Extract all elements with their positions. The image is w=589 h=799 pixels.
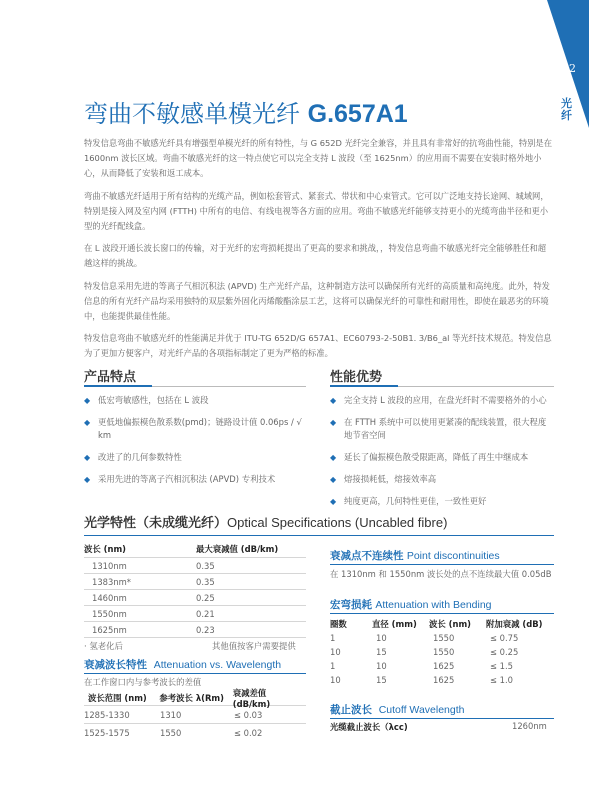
list-item: ◆ 熔接损耗低，熔接效率高: [330, 474, 437, 484]
list-item: ◆ 更低地偏振模色散系数(pmd)；链路设计值 0.06ps / √ km: [84, 417, 302, 440]
list-item: ◆ 采用先进的等离子汽相沉积法 (APVD) 专利技术: [84, 474, 276, 484]
advantages-heading: 性能优势: [330, 370, 383, 385]
diamond-bullet-icon: ◆: [330, 418, 337, 427]
list-item: ◆ 改进了的几何参数特性: [84, 452, 182, 462]
diamond-bullet-icon: ◆: [330, 396, 337, 405]
table-row: 1525-1575 1550 ≤ 0.02: [84, 727, 263, 738]
diamond-bullet-icon: ◆: [330, 497, 337, 506]
diamond-bullet-icon: ◆: [330, 475, 337, 484]
intro-paragraph: 特发信息采用先进的等离子气相沉积法 (APVD) 生产光纤产品，这种制造方法可以确保所有光纤的高质量和高纯度。此外，特发信息的所有光纤产品均采用独特的双层紫外固化丙烯酸酯涂层工艺，这将可以确保光纤的可靠性和耐用性，即使在最恶劣的环境中，也能提供最佳性能。: [84, 280, 550, 322]
table-row: 1 10 1625 ≤ 1.5: [330, 661, 513, 671]
diamond-bullet-icon: ◆: [84, 396, 91, 405]
section-side-label: 光纤: [561, 97, 572, 122]
atten-wavelength-desc: 在工作窗口内与参考波长的差值: [84, 677, 202, 687]
intro-paragraph: 特发信息弯曲不敏感光纤的性能满足并优于 ITU-TG 652D/G 657A1、EC60793-2-50B1. 3/B6_al 等光纤技术规范。特发信息为了更加方便客户，对光纤产品的各项指标制定了更为严格的标准。: [84, 333, 552, 359]
table-row: 1550nm 0.21: [84, 606, 306, 622]
intro-paragraph: 特发信息弯曲不敏感光纤具有增强型单模光纤的所有特性，与 G 652D 光纤完全兼容，并且具有非常好的抗弯曲性能，特别是在 1600nm 波长区域。弯曲不敏感光纤的这一特点使它可以完全支持 L 波段（至 1625nm）的应用而不需要在安装时格外地小心，从而降低了安装和返工成本。: [84, 138, 553, 179]
table-header-row: 圈数 直径 (mm) 波长 (nm) 附加衰减 (dB): [330, 618, 543, 629]
table-header-row: 波长范围 (nm) 参考波长 λ(Rm) 衰减差值 (dB/km): [84, 690, 306, 706]
features-heading: 产品特点: [84, 370, 137, 385]
bending-divider: [330, 613, 554, 614]
features-list: [84, 394, 306, 495]
list-item: ◆ 纯度更高，几何特性更佳，一致性更好: [330, 496, 487, 506]
atten-wavelength-table: [84, 687, 306, 741]
table-row: 1460nm 0.25: [84, 590, 306, 606]
table-row: 1310nm 0.35: [84, 558, 306, 574]
page-title: [84, 94, 408, 129]
cutoff-heading: 截止波长 Cutoff Wavelength: [330, 704, 465, 716]
list-item: ◆ 延长了偏振模色散受限距离，降低了再生中继成本: [330, 452, 529, 462]
cutoff-value: 1260nm: [512, 721, 547, 731]
attenuation-table: [84, 541, 306, 653]
diamond-bullet-icon: ◆: [84, 475, 91, 484]
point-disc-divider: [330, 564, 554, 565]
intro-paragraph: 弯曲不敏感光纤适用于所有结构的光缆产品，例如松套管式、紧套式、带状和中心束管式。它可以广泛地支持长途网、城域网，特别是接入网及室内网 (FTTH) 中所有的电信、有线电视等各方面的应用。弯曲不敏感光纤能够支持更小的光缆弯曲半径和更小型的光纤配线盒。: [84, 190, 549, 232]
table-row: 1625nm 0.23: [84, 622, 306, 638]
title-model: G.657A1: [307, 100, 408, 128]
table-header-row: 波长 (nm) 最大衰减值 (dB/km): [84, 541, 306, 558]
table-row: 1 10 1550 ≤ 0.75: [330, 633, 519, 643]
list-item: ◆ 完全支持 L 波段的应用，在盘光纤时不需要格外的小心: [330, 395, 547, 405]
diamond-bullet-icon: ◆: [84, 453, 91, 462]
table-note-row: · 氢老化后 其他值按客户需要提供: [84, 640, 296, 651]
advantages-list: [330, 394, 550, 517]
features-divider: [84, 386, 306, 387]
table-row: 1285-1330 1310 ≤ 0.03: [84, 706, 306, 724]
list-item: ◆ 低宏弯敏感性，包括在 L 波段: [84, 395, 209, 405]
optical-specs-heading: 光学特性（未成缆光纤）Optical Specifications (Uncabled fibre): [84, 515, 448, 531]
intro-text: [84, 136, 554, 369]
point-disc-text: 在 1310nm 和 1550nm 波长处的点不连续最大值 0.05dB: [330, 569, 552, 579]
bending-table: [330, 616, 554, 687]
atten-wavelength-heading: 衰减波长特性 Attenuation vs. Wavelength: [84, 659, 282, 671]
advantages-divider: [330, 386, 554, 387]
table-row: 1383nm* 0.35: [84, 574, 306, 590]
title-cn: 弯曲不敏感单模光纤: [84, 100, 300, 128]
table-row: 10 15 1625 ≤ 1.0: [330, 675, 513, 685]
point-disc-heading: 衰减点不连续性 Point discontinuities: [330, 550, 500, 562]
list-item: ◆ 在 FTTH 系统中可以使用更紧凑的配线装置，很大程度地节省空间: [330, 417, 547, 440]
page-number: 12: [562, 62, 576, 75]
diamond-bullet-icon: ◆: [84, 418, 91, 427]
optical-specs-divider: [84, 535, 554, 536]
atten-wavelength-divider: [84, 673, 306, 674]
bending-heading: 宏弯损耗 Attenuation with Bending: [330, 599, 492, 611]
cutoff-divider: [330, 718, 554, 719]
diamond-bullet-icon: ◆: [330, 453, 337, 462]
cutoff-label: 光缆截止波长（λcc): [330, 722, 408, 732]
table-row: 10 15 1550 ≤ 0.25: [330, 647, 519, 657]
intro-paragraph: 在 L 波段开通长波长窗口的传输，对于光纤的宏弯损耗提出了更高的要求和挑战，，特发信息弯曲不敏感光纤完全能够胜任和超越这样的挑战。: [84, 243, 547, 269]
